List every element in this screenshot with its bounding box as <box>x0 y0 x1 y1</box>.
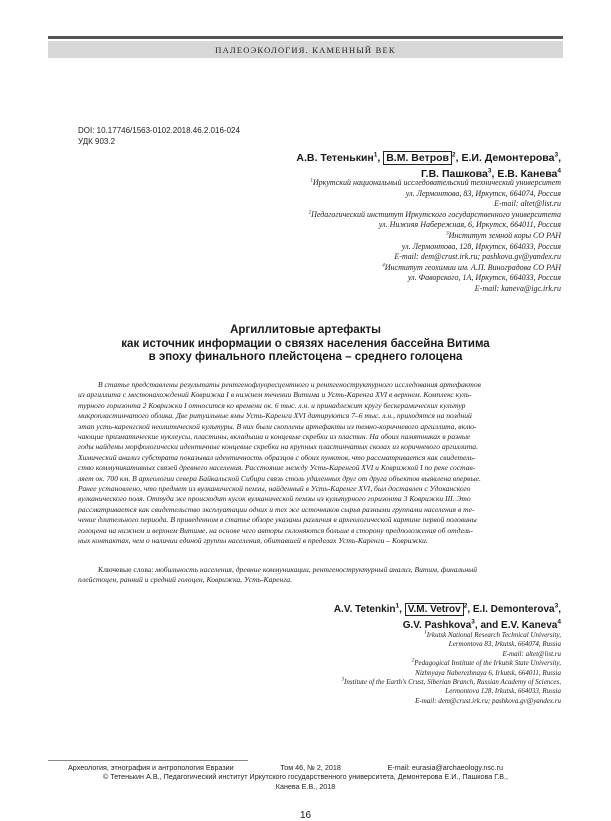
author-ru-3: Е.И. Демонтерова <box>461 152 555 164</box>
keywords-label: Ключевые слова: <box>98 565 154 574</box>
abstract-line: этап усть-каренгской неолитической культуры. В них были скоплены артефакты из темно-коричневого аргиллита, вклю- <box>78 421 477 431</box>
affiliation-en-2-name <box>342 659 561 668</box>
affiliation-ru-1-sup: 1 <box>310 178 313 184</box>
abstract-line: годы найдены морфологически идентичные концевые скребки на крупных пластинчатых сколах из коричневого аргиллита. <box>78 442 478 452</box>
abstract-line: рассматривается как свидетельство эксплуатации одних и тех же источников сырья разными группами населения в те- <box>78 504 475 514</box>
author-en-4-sup: 3 <box>471 618 475 626</box>
abstract-line: чение длительного периода. В приведенном в статье обзоре указаны различия в археологической картине первой половины <box>78 515 477 525</box>
doi: DOI: 10.17746/1563-0102.2018.46.2.016-024 <box>78 126 240 135</box>
abstract-line: микропластинчатого облика. Две ритуальные ямы Усть-Каренги XVI датируются 7–6 тыс. л.н., приходятся на поздний <box>78 411 472 421</box>
author-en-2-sup: 2 <box>463 602 468 610</box>
authors-en-line-2: G.V. Pashkova$^3$, and E.V. Kaneva$^4$ <box>402 618 561 631</box>
section-label: ПАЛЕОЭКОЛОГИЯ. КАМЕННЫЙ ВЕК <box>215 44 396 55</box>
author-ru-1-sup: 1 <box>373 151 378 159</box>
affiliation-ru-3-name <box>309 231 561 242</box>
title-line-2: как источник информации о связях населения бассейна Витима <box>121 337 490 350</box>
affiliation-ru-4-name-text: Институт геохимии им. А.П. Виноградова СО РАН <box>384 262 561 272</box>
author-en-4: G.V. Pashkova <box>402 620 472 631</box>
abstract-line: Химический анализ субстрата показывал идентичность образцов с обоих пунктов, что рассматривается как свидетель- <box>78 452 476 462</box>
section-header <box>48 41 563 58</box>
affiliation-ru-2-sup: 2 <box>308 210 312 216</box>
authors-ru-line-1: А.В. Тетенькин$^1$, В.М. Ветров $^2$, Е.И. Демонтерова$^3$, <box>296 151 561 164</box>
abstract-line: ляет ок. 700 км. В археологии севера Байкальской Сибири связь столь удаленных друг от друга объектов выявлена впервые. <box>78 473 481 483</box>
affiliation-en-1-address: Lermontova 83, Irkutsk, 664074, Russia <box>448 640 561 649</box>
abstract-line: В статье представлены результаты рентгенофлуоресцентного и рентгеноструктурного исследования артефактов <box>98 380 481 389</box>
keywords <box>78 565 561 586</box>
doi-block <box>78 126 240 147</box>
affiliation-ru-4-email: E-mail: kaneva@igc.irk.ru <box>474 283 561 293</box>
affiliation-ru-4-address: ул. Фаворского, 1А, Иркутск, 664033, Россия <box>407 273 561 283</box>
author-ru-3-sup: 3 <box>554 151 559 159</box>
abstract <box>78 380 561 547</box>
affiliation-en-2-sup: 2 <box>411 658 415 664</box>
affiliations-ru <box>309 178 561 295</box>
affiliation-ru-1-address: ул. Лермонтова, 83, Иркутск, 664074, Россия <box>405 188 561 198</box>
affiliation-ru-4-name <box>309 263 561 274</box>
author-en-1: A.V. Tetenkin <box>333 604 396 615</box>
author-en-5-sup: 4 <box>557 618 561 626</box>
authors-en <box>334 602 561 634</box>
affiliation-en-2-address: Nizhnyaya Naberezhnaya 6, Irkutsk, 664011, Russia <box>415 668 561 677</box>
affiliation-ru-2-name-text: Педагогический институт Иркутского государственного университета <box>311 209 561 219</box>
author-en-3-sup: 3 <box>554 602 559 610</box>
author-ru-1: А.В. Тетенькин <box>296 152 374 164</box>
author-ru-2: В.М. Ветров <box>383 151 452 165</box>
footer <box>48 763 563 791</box>
footer-journal: Археология, этнография и антропология Евразии <box>68 763 234 772</box>
footer-journal-row <box>48 763 563 772</box>
affiliation-en-3-name-text: Institute of the Earth's Crust, Siberian Branch, Russian Academy of Sciences, <box>344 678 561 687</box>
author-en-2: V.M. Vetrov <box>405 603 464 616</box>
footer-rule <box>48 760 248 761</box>
author-ru-4: Г.В. Пашкова <box>421 168 488 180</box>
keywords-line-1 <box>78 565 561 575</box>
affiliations-en <box>342 631 561 706</box>
affiliation-ru-2-name <box>309 210 561 221</box>
affiliation-en-3-address: Lermontova 128, Irkutsk, 664033, Russia <box>445 687 561 696</box>
affiliation-ru-4-sup: 4 <box>382 263 385 269</box>
footer-copyright-2: Канева Е.В., 2018 <box>275 781 336 791</box>
keywords-text-1: мобильность населения, древние коммуникации, рентгеноструктурный анализ, Витим, финальный <box>155 565 478 574</box>
affiliation-en-2-name-text: Pedagogical Institute of the Irkutsk State University, <box>414 659 561 668</box>
abstract-line: вулканического поля. Оттуда же происходит кусок вулканической пемзы из культурного горизонта 3 Коврижки III. Это <box>78 494 471 504</box>
affiliation-en-1-sup: 1 <box>424 630 427 636</box>
abstract-line: чающие призматические нуклеусы, пластины, вкладыши и концевые скребки из пластин. На обоих памятниках в разные <box>78 432 471 442</box>
author-en-5: E.V. Kaneva <box>501 620 558 631</box>
abstract-line: Ранее установлено, что предмет из вулканической пемзы, найденный в Усть-Каренге XVI, был доставлен с Удоканского <box>78 484 471 494</box>
affiliation-ru-2-address: ул. Нижняя Набережная, 6, Иркутск, 664011, Россия <box>378 220 561 230</box>
affiliation-en-3-name <box>342 678 561 687</box>
affiliation-ru-3-sup: 3 <box>446 231 449 237</box>
article-title <box>60 324 551 365</box>
affiliation-ru-3-address: ул. Лермонтова, 128, Иркутск, 664033, Россия <box>401 241 561 251</box>
affiliation-ru-3-name-text: Институт земной коры СО РАН <box>448 230 561 240</box>
abstract-line: турного горизонта 2 Коврижки I относится ко времени ок. 6 тыс. л.н. и принадлежит кругу бескерамических культур <box>78 400 466 410</box>
udk: УДК 903.2 <box>78 136 116 146</box>
title-line-1: Аргиллитовые артефакты <box>230 324 381 336</box>
affiliation-ru-3-email: E-mail: dem@crust.irk.ru; pashkova.gv@yandex.ru <box>394 252 561 262</box>
affiliation-ru-1-name <box>309 178 561 189</box>
abstract-line: голоцена на нижнем и верхнем Витиме, на основе чего авторы склоняются больше в сторону предположения об отдель- <box>78 525 474 535</box>
footer-copyright-1: © Тетенькин А.В., Педагогический институт Иркутского государственного университета, Демонтерова Е.И., Пашкова Г.В., <box>102 772 509 782</box>
footer-volume: Том 46, № 2, 2018 <box>280 763 341 772</box>
abstract-line: ство коммуникативных связей древнего населения. Расстояние между Усть-Каренгой XVI и Коврижкой I по реке состав- <box>78 463 476 473</box>
author-ru-5: Е.В. Канева <box>497 168 558 180</box>
author-ru-2-sup: 2 <box>452 151 456 159</box>
affiliation-en-3-email: E-mail: dem@crust.irk.ru; pashkova.gv@yandex.ru <box>415 696 561 705</box>
footer-email: E-mail: eurasia@archaeology.nsc.ru <box>387 763 503 772</box>
affiliation-ru-1-email: E-mail: altet@list.ru <box>494 199 561 209</box>
author-ru-4-sup: 3 <box>487 167 492 175</box>
affiliation-ru-1-name-text: Иркутский национальный исследовательский технический университет <box>312 178 561 187</box>
affiliation-en-1-email: E-mail: altet@list.ru <box>502 649 561 658</box>
authors-ru-line-2: Г.В. Пашкова$^3$, Е.В. Канева$^4$ <box>421 167 561 180</box>
top-rule <box>48 36 563 39</box>
keywords-text-2: плейстоцен, ранний и средний голоцен, Коврижка, Усть-Каренга. <box>78 575 292 585</box>
abstract-line: ных контактах, чем о наличии единой группы населения, обитавшей в пределах Усть-Каренги – Коврижки. <box>78 536 428 546</box>
author-en-1-sup: 1 <box>395 602 400 610</box>
author-ru-5-sup: 4 <box>557 167 561 175</box>
title-line-3: в эпоху финального плейстоцена – среднего голоцена <box>148 351 463 363</box>
authors-en-line-1: A.V. Tetenkin$^1$, V.M. Vetrov $^2$, E.I. Demonterova$^3$, <box>333 602 561 615</box>
page-number: 16 <box>299 810 312 821</box>
affiliation-en-1-name-text: Irkutsk National Research Technical University, <box>426 631 561 639</box>
affiliation-en-3-sup: 3 <box>341 677 345 683</box>
affiliation-en-1-name <box>342 631 561 640</box>
abstract-line: из аргиллита с местонахождений Коврижка I в нижнем течении Витима и Усть-Каренга XVI в верхнем. Комплекс куль- <box>78 390 472 400</box>
author-en-3: E.I. Demonterova <box>472 604 555 615</box>
